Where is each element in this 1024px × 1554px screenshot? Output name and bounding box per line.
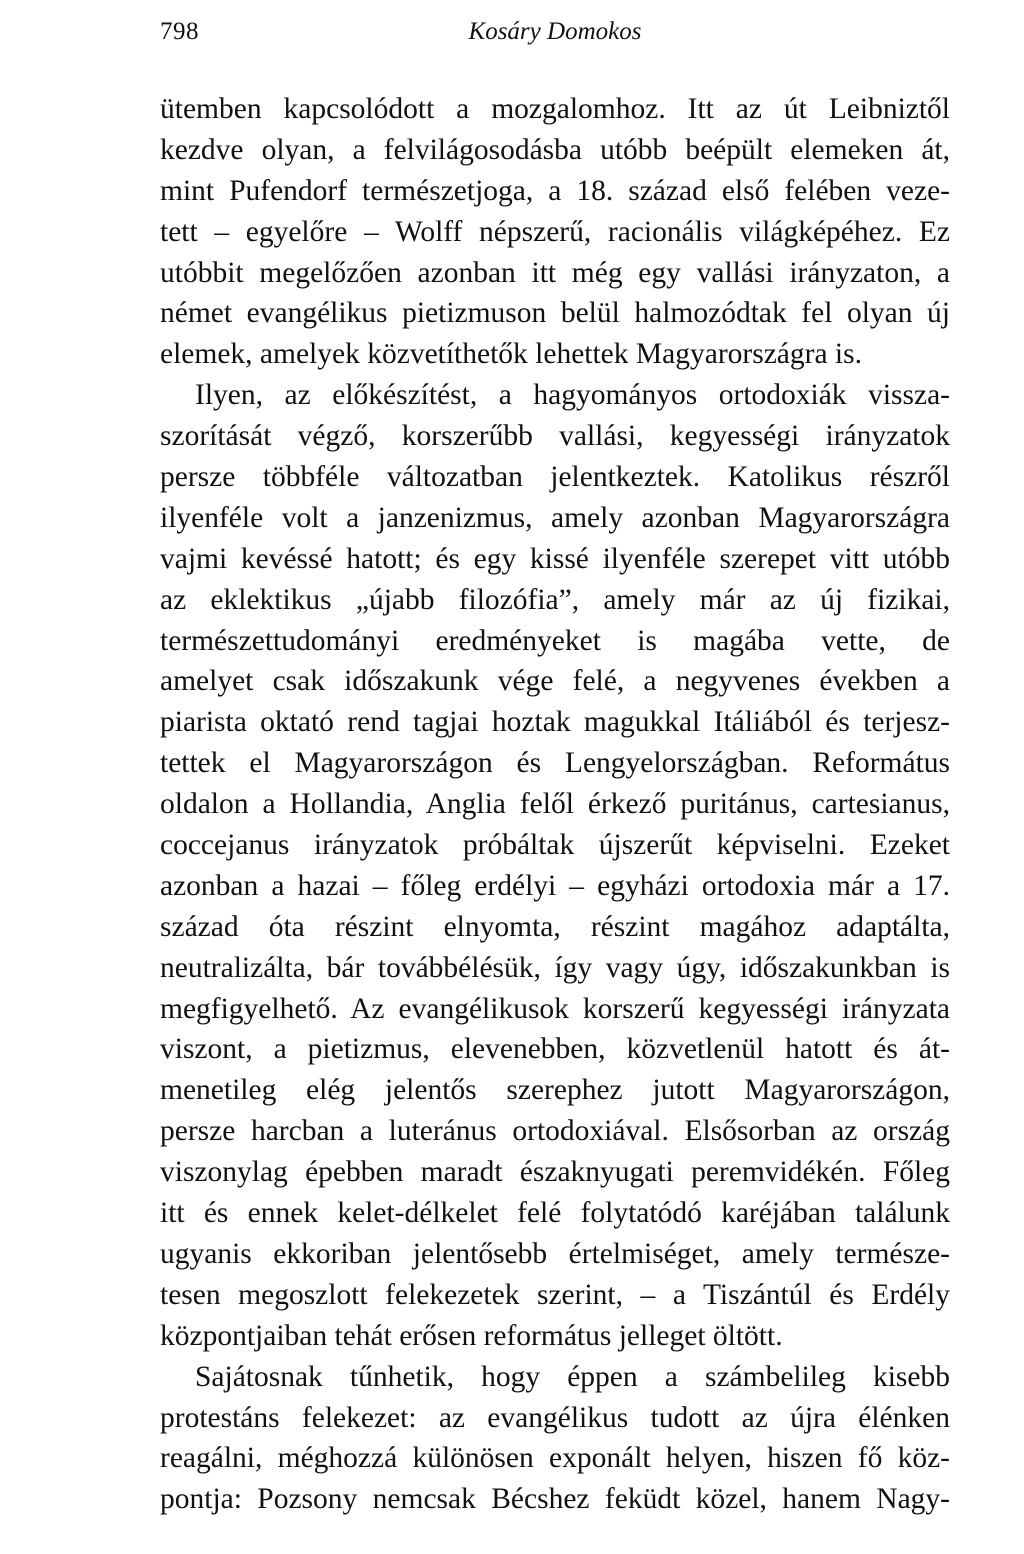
text-line: kezdve olyan, a felvilágosodásba utóbb beépült elemeken át,	[160, 133, 950, 166]
text-line: ugyanis ekkoriban jelentősebb értelmiséget, amely természe-	[160, 1237, 950, 1270]
text-line: oldalon a Hollandia, Anglia felől érkező puritánus, cartesianus,	[160, 788, 950, 821]
text-line: az eklektikus „újabb filozófia”, amely már az új fizikai,	[160, 583, 950, 616]
body-text	[160, 89, 950, 1520]
text-line: természettudományi eredményeket is magába vette, de	[160, 624, 950, 657]
text-line: vajmi kevéssé hatott; és egy kissé ilyenféle szerepet vitt utóbb	[160, 542, 950, 575]
text-line: piarista oktató rend tagjai hoztak magukkal Itáliából és terjesz-	[160, 706, 950, 739]
text-line: persze többféle változatban jelentkeztek. Katolikus részről	[160, 461, 950, 494]
text-line: neutralizálta, bár továbbélésük, így vagy úgy, időszakunkban is	[160, 951, 950, 984]
text-line: utóbbit megelőzően azonban itt még egy vallási irányzaton, a	[160, 256, 950, 289]
text-line: protestáns felekezet: az evangélikus tudott az újra élénken	[160, 1401, 950, 1434]
text-line: központjaiban tehát erősen református jelleget öltött.	[160, 1319, 783, 1352]
running-head: Kosáry Domokos	[468, 18, 642, 45]
text-line: amelyet csak időszakunk vége felé, a negyvenes években a	[160, 665, 950, 698]
page-number: 798	[160, 18, 199, 45]
text-line: Ilyen, az előkészítést, a hagyományos ortodoxiák vissza-	[195, 379, 950, 412]
text-line: német evangélikus pietizmuson belül halmozódtak fel olyan új	[160, 297, 950, 330]
text-line: Sajátosnak tűnhetik, hogy éppen a számbelileg kisebb	[195, 1360, 950, 1393]
text-line: ilyenféle volt a janzenizmus, amely azonban Magyarországra	[160, 501, 950, 534]
text-line: itt és ennek kelet-délkelet felé folytatódó karéjában találunk	[160, 1197, 950, 1230]
text-line: század óta részint elnyomta, részint magához adaptálta,	[160, 910, 950, 943]
text-line: tettek el Magyarországon és Lengyelországban. Református	[160, 747, 950, 780]
text-line: coccejanus irányzatok próbáltak újszerűt képviselni. Ezeket	[160, 829, 950, 862]
text-line: elemek, amelyek közvetíthetők lehettek Magyarországra is.	[160, 338, 862, 371]
text-line: szorítását végző, korszerűbb vallási, kegyességi irányzatok	[160, 420, 950, 453]
text-line: tett – egyelőre – Wolff népszerű, racionális világképéhez. Ez	[160, 215, 950, 248]
page-header	[160, 12, 950, 52]
text-line: persze harcban a luteránus ortodoxiával. Elsősorban az ország	[160, 1115, 950, 1148]
text-line: viszont, a pietizmus, elevenebben, közvetlenül hatott és át-	[160, 1033, 950, 1066]
text-line: viszonylag épebben maradt északnyugati peremvidékén. Főleg	[160, 1156, 950, 1189]
text-line: ütemben kapcsolódott a mozgalomhoz. Itt az út Leibniztől	[160, 93, 950, 125]
text-line: reagálni, méghozzá különösen exponált helyen, hiszen fő köz-	[160, 1442, 950, 1475]
text-line: mint Pufendorf természetjoga, a 18. század első felében veze-	[160, 174, 950, 207]
text-line: pontja: Pozsony nemcsak Bécshez feküdt közel, hanem Nagy-	[160, 1483, 950, 1516]
text-line: tesen megoszlott felekezetek szerint, – a Tiszántúl és Erdély	[160, 1278, 950, 1311]
text-line: menetileg elég jelentős szerephez jutott Magyarországon,	[160, 1074, 950, 1107]
text-line: azonban a hazai – főleg erdélyi – egyházi ortodoxia már a 17.	[160, 869, 950, 902]
text-line: megfigyelhető. Az evangélikusok korszerű kegyességi irányzata	[160, 992, 950, 1025]
